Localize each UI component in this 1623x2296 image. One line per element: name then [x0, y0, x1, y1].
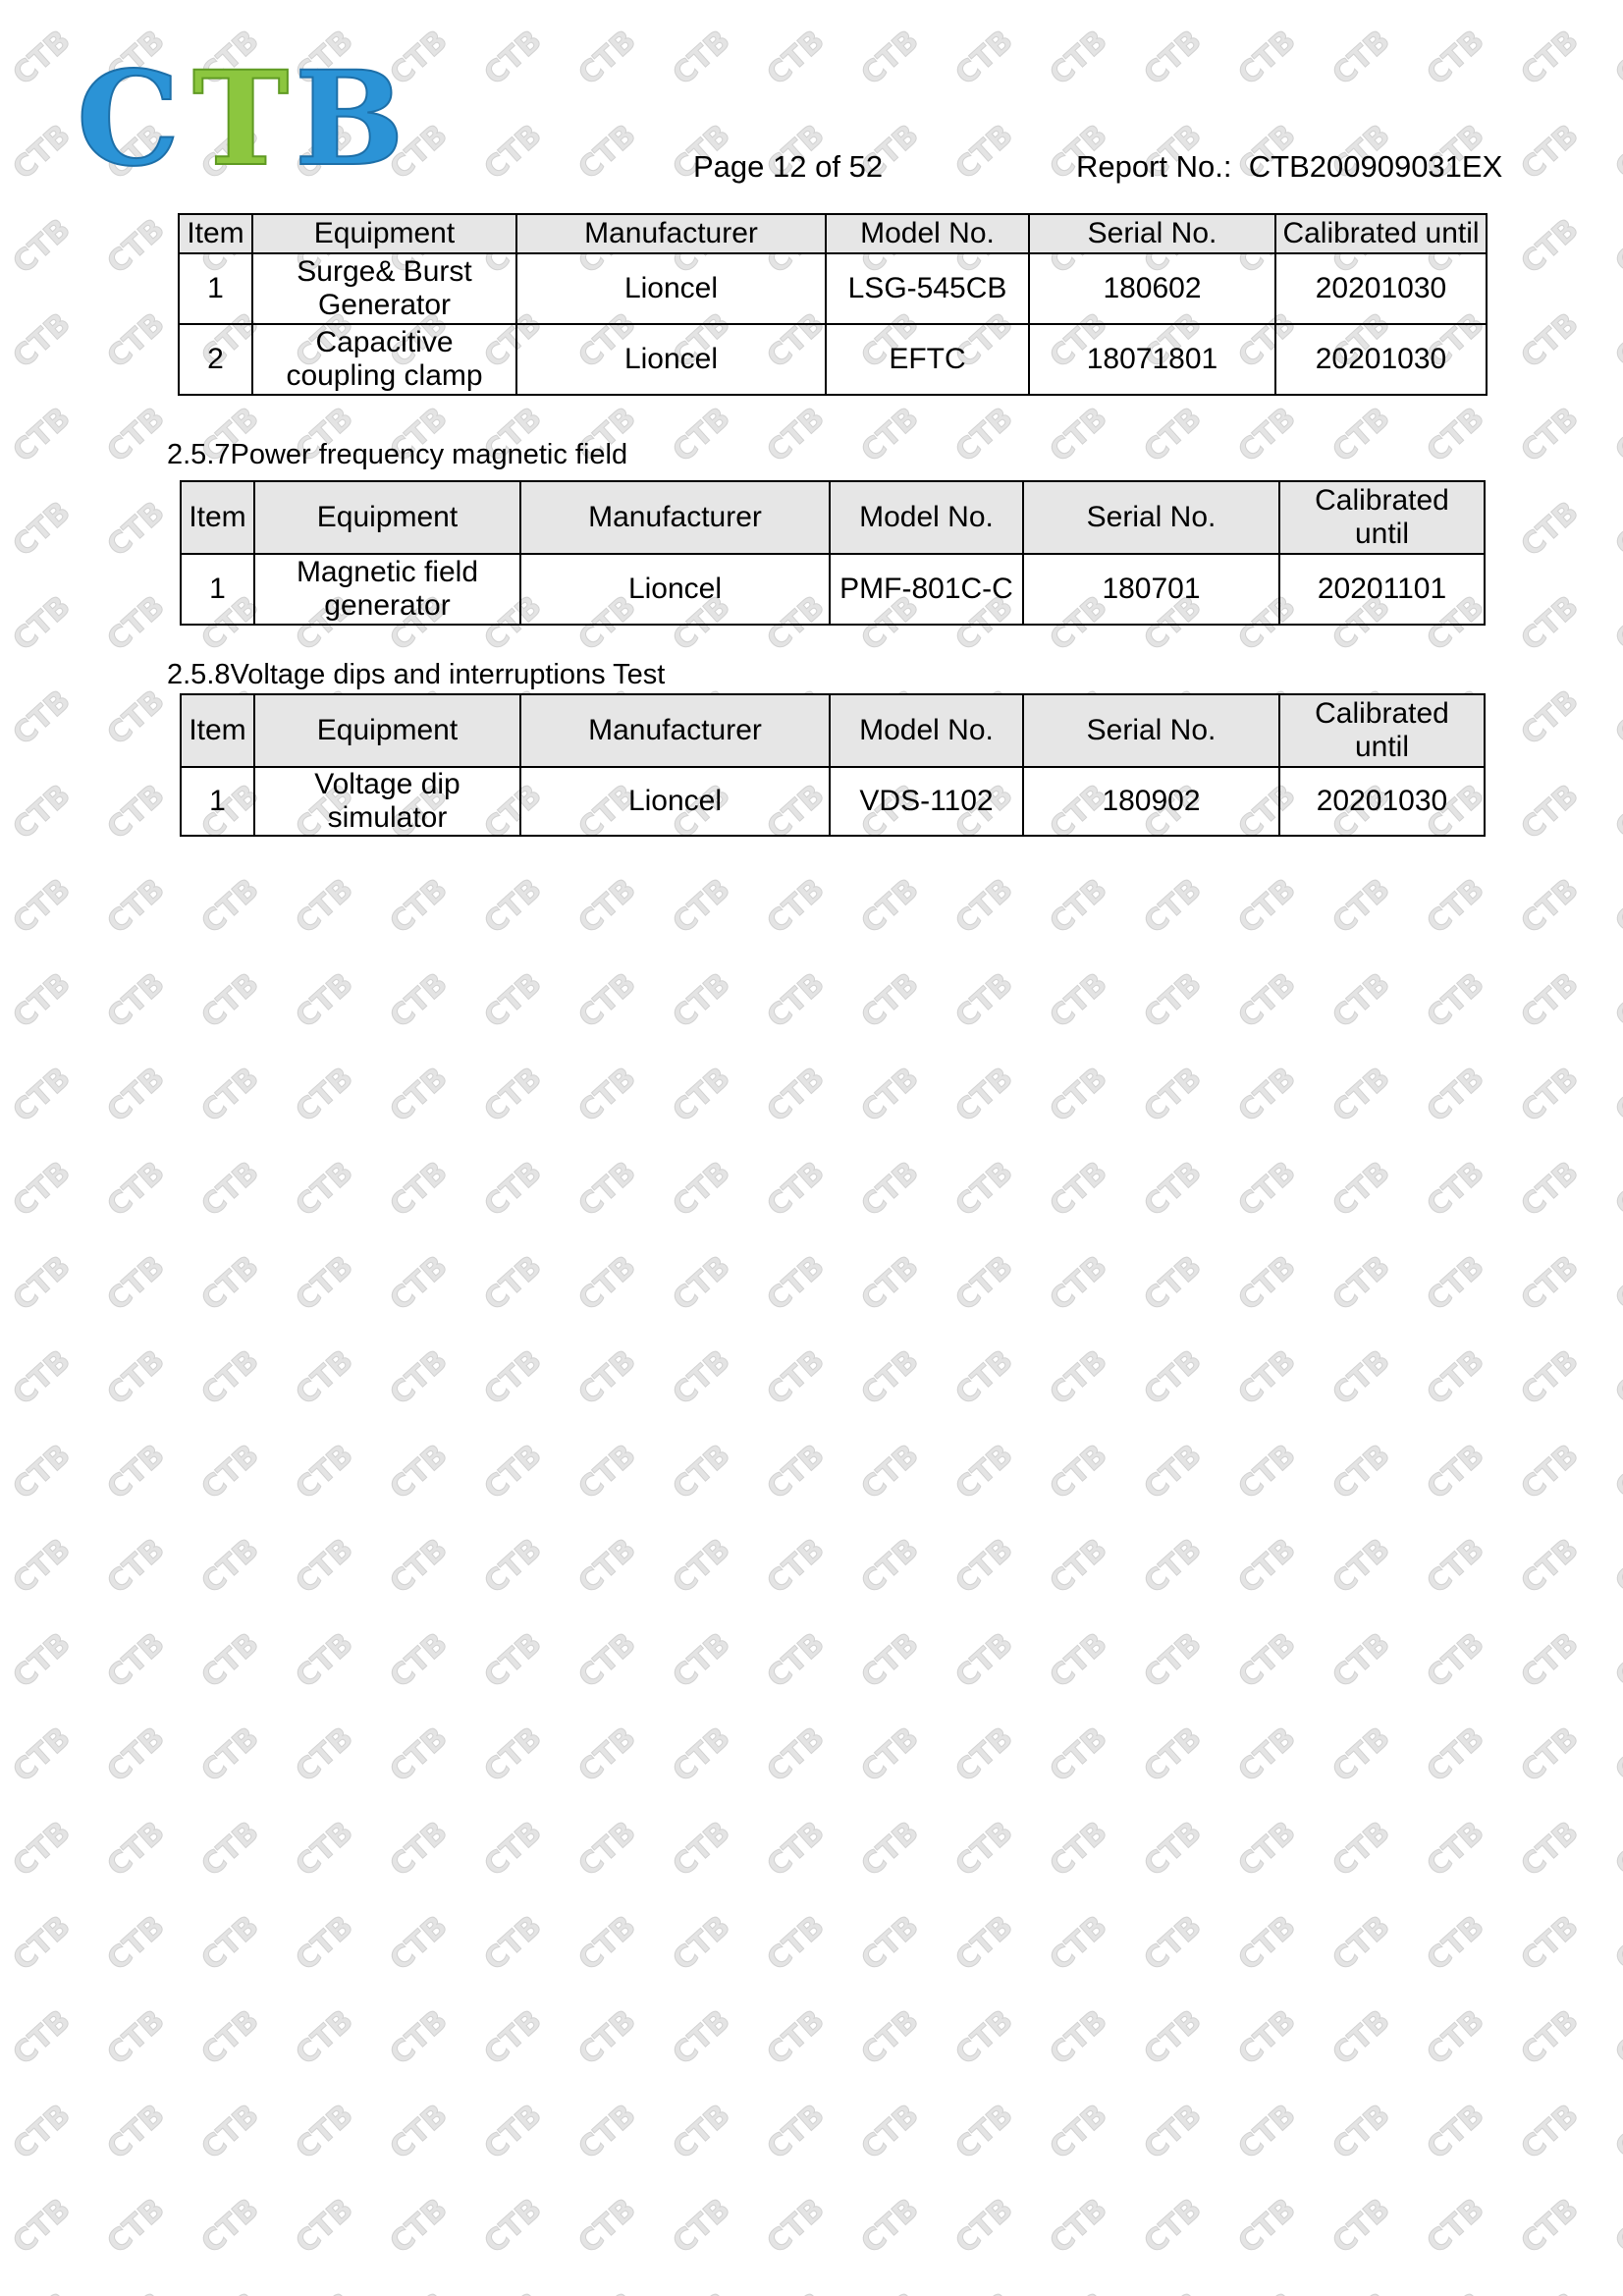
svg-text:T: T — [192, 61, 290, 179]
equipment-line: simulator — [327, 801, 448, 834]
equipment-line: generator — [324, 589, 451, 622]
equipment-line: Surge& Burst — [297, 255, 472, 288]
cell-manufacturer: Lioncel — [516, 253, 826, 324]
section-title-2-5-8: 2.5.8Voltage dips and interruptions Test — [167, 659, 666, 690]
equipment-line: Magnetic field — [296, 556, 479, 588]
header-item: Item — [181, 694, 254, 767]
header-manufacturer: Manufacturer — [516, 214, 826, 253]
cell-model: VDS-1102 — [830, 767, 1023, 836]
header-manufacturer: Manufacturer — [520, 694, 830, 767]
cell-serial: 18071801 — [1029, 324, 1275, 395]
report-number-label: Report No.: — [1076, 149, 1232, 184]
header-item: Item — [179, 214, 252, 253]
header-calibrated-line: Calibrated — [1315, 484, 1449, 517]
header-equipment: Equipment — [252, 214, 516, 253]
header-equipment: Equipment — [254, 694, 520, 767]
svg-text:B: B — [295, 61, 405, 179]
cell-serial: 180701 — [1023, 554, 1279, 625]
header-calibrated — [1279, 481, 1485, 554]
cell-calibrated: 20201030 — [1275, 253, 1487, 324]
table-header-row — [181, 694, 1485, 767]
cell-calibrated: 20201101 — [1279, 554, 1485, 625]
cell-model: EFTC — [826, 324, 1029, 395]
equipment-table-magnetic-field — [180, 480, 1486, 626]
cell-manufacturer: Lioncel — [520, 554, 830, 625]
equipment-table-surge — [178, 213, 1488, 396]
header-calibrated — [1279, 694, 1485, 767]
cell-equipment — [254, 767, 520, 836]
cell-equipment — [252, 253, 516, 324]
cell-serial: 180902 — [1023, 767, 1279, 836]
cell-equipment — [252, 324, 516, 395]
header-calibrated-line: until — [1354, 731, 1410, 763]
table-row — [181, 767, 1485, 836]
cell-manufacturer: Lioncel — [520, 767, 830, 836]
cell-item: 1 — [181, 554, 254, 625]
header-calibrated-line: until — [1354, 518, 1410, 550]
cell-item: 1 — [179, 253, 252, 324]
header-calibrated: Calibrated until — [1275, 214, 1487, 253]
equipment-table-voltage-dips — [180, 693, 1486, 837]
cell-equipment — [254, 554, 520, 625]
table-header-row — [179, 214, 1487, 253]
section-title-2-5-7: 2.5.7Power frequency magnetic field — [167, 439, 628, 470]
cell-manufacturer: Lioncel — [516, 324, 826, 395]
header-model: Model No. — [830, 481, 1023, 554]
cell-item: 2 — [179, 324, 252, 395]
cell-item: 1 — [181, 767, 254, 836]
table-row — [179, 324, 1487, 395]
header-serial: Serial No. — [1023, 694, 1279, 767]
page-number: Page 12 of 52 — [693, 149, 884, 184]
table-row — [179, 253, 1487, 324]
table-header-row — [181, 481, 1485, 554]
equipment-line: Capacitive — [315, 326, 454, 358]
header-equipment: Equipment — [254, 481, 520, 554]
header-serial: Serial No. — [1023, 481, 1279, 554]
equipment-line: Voltage dip — [314, 768, 460, 800]
cell-calibrated: 20201030 — [1279, 767, 1485, 836]
header-item: Item — [181, 481, 254, 554]
svg-text:C: C — [77, 61, 181, 179]
cell-calibrated: 20201030 — [1275, 324, 1487, 395]
ctb-logo — [77, 61, 410, 179]
cell-serial: 180602 — [1029, 253, 1275, 324]
equipment-line: Generator — [317, 289, 452, 321]
equipment-line: coupling clamp — [286, 359, 483, 392]
cell-model: PMF-801C-C — [830, 554, 1023, 625]
header-manufacturer: Manufacturer — [520, 481, 830, 554]
cell-model: LSG-545CB — [826, 253, 1029, 324]
report-number-value: CTB200909031EX — [1248, 149, 1503, 184]
header-model: Model No. — [826, 214, 1029, 253]
header-model: Model No. — [830, 694, 1023, 767]
report-number — [1076, 149, 1502, 185]
table-row — [181, 554, 1485, 625]
header-calibrated-line: Calibrated — [1315, 697, 1449, 730]
header-serial: Serial No. — [1029, 214, 1275, 253]
